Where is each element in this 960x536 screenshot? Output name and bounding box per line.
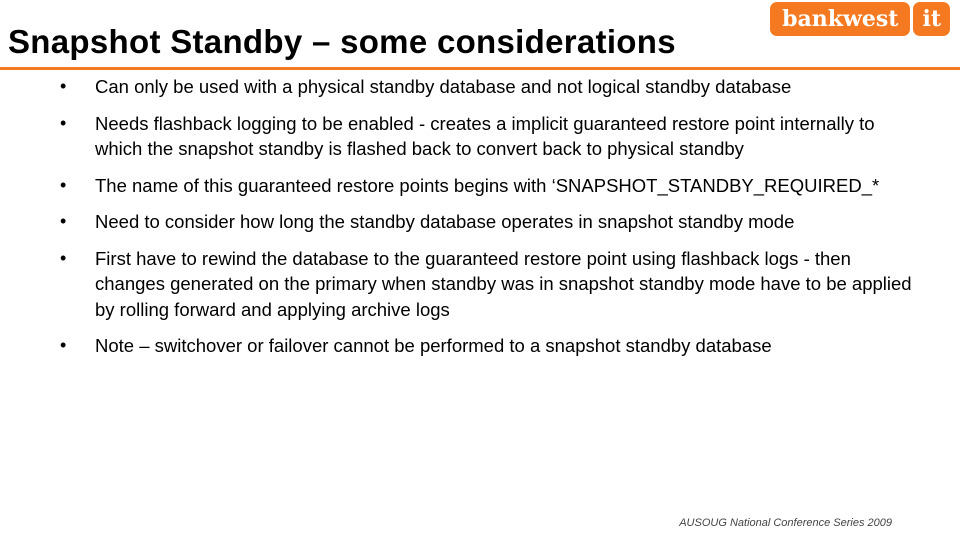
- bullet-item: • Need to consider how long the standby database operates in snapshot standby mode: [0, 209, 960, 235]
- footer-conference-text: AUSOUG National Conference Series 2009: [679, 517, 892, 529]
- logo-brand-text: bankwest: [770, 2, 910, 36]
- bullet-list: [0, 74, 960, 370]
- bullet-item: • First have to rewind the database to the guaranteed restore point using flashback logs - then changes generated on the primary when standby was in snapshot standby mode have to be applied by rolling forward and applying archive logs: [0, 246, 960, 323]
- bullet-item: • The name of this guaranteed restore points begins with ‘SNAPSHOT_STANDBY_REQUIRED_*: [0, 173, 960, 199]
- bankwest-it-logo: [770, 2, 950, 36]
- bullet-item: • Can only be used with a physical standby database and not logical standby database: [0, 74, 960, 100]
- bullet-item: • Needs flashback logging to be enabled - creates a implicit guaranteed restore point internally to which the snapshot standby is flashed back to convert back to physical standby: [0, 111, 960, 162]
- logo-suffix-text: it: [913, 2, 950, 36]
- bullet-item: • Note – switchover or failover cannot be performed to a snapshot standby database: [0, 333, 960, 359]
- slide-title: Snapshot Standby – some considerations: [8, 23, 676, 60]
- title-divider: [0, 67, 960, 70]
